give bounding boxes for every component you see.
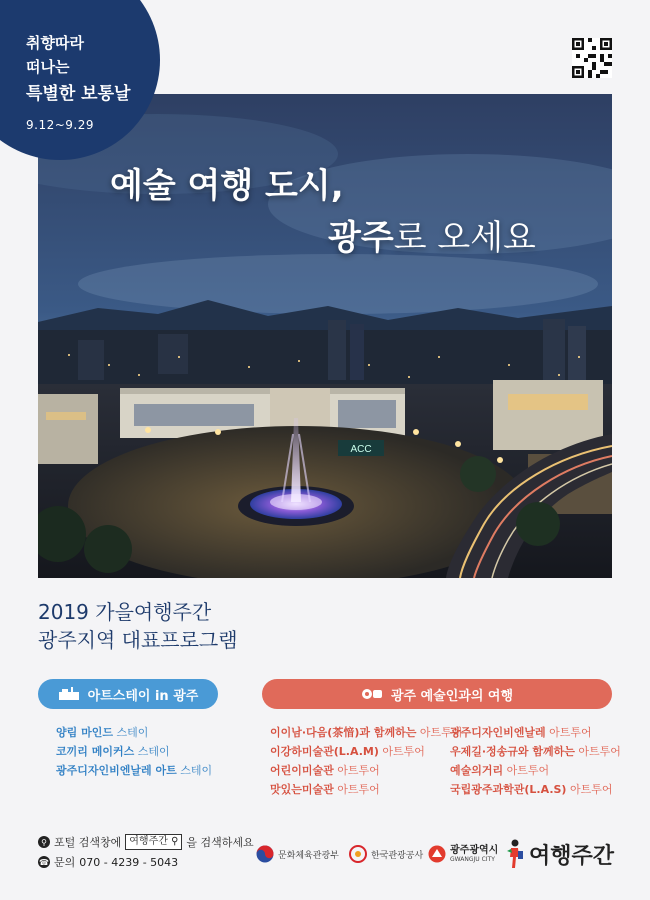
artstay-list [56,724,212,781]
list-item[interactable]: 광주디자인비엔날레 아트투어 [450,726,592,739]
gwangju-emblem-icon [428,845,446,863]
artstay-header [38,679,218,709]
kto-emblem-icon [349,845,367,863]
search-suffix: 을 검색하세요 [186,836,254,849]
list-item[interactable]: 양림 마인드 스테이 [56,726,149,739]
event-dates: 9.12~9.29 [26,118,94,132]
badge-line-2: 떠나는 [26,58,70,76]
list-item[interactable]: 어린이미술관 아트투어 [270,764,380,777]
art-tour-icon [361,687,383,701]
gwangju-logo[interactable]: 광주광역시 GWANGJU CITY [428,836,498,872]
badge-line-3: 특별한 보통날 [26,84,131,104]
subtitle-line-2: 광주지역 대표프로그램 [38,628,238,652]
search-icon: ⚲ [38,836,50,848]
artist-tour-title: 광주 예술인과의 여행 [390,688,514,704]
subtitle-line-1: 2019 가을여행주간 [38,600,212,624]
artstay-title: 아트스테이 in 광주 [87,688,199,704]
traveler-icon [503,839,525,869]
headline-line-1: 예술 여행 도시, [110,166,344,206]
headline-line-2 [328,210,536,259]
artist-tour-list-2 [450,724,621,800]
kto-logo[interactable]: 한국관광공사 [349,836,423,872]
headline-rest: 로 오세요 [393,218,536,258]
search-keyword-box[interactable]: 여행주간 ⚲ [125,834,182,850]
qr-code-icon[interactable] [572,38,612,78]
badge-line-1: 취향따라 [26,34,84,52]
contact-number[interactable]: 070 - 4239 - 5043 [79,855,179,869]
list-item[interactable]: 이이남·다음(茶愔)과 함께하는 아트투어 [270,726,463,739]
phone-icon: ☎ [39,857,49,867]
city-night-photo [38,94,612,578]
artist-tour-list-1 [270,724,462,800]
list-item[interactable]: 우제길·정송규와 함께하는 아트투어 [450,745,621,758]
list-item[interactable]: 광주디자인비엔날레 아트 스테이 [56,764,213,777]
search-hint [38,832,254,852]
taegeuk-icon [256,845,274,863]
list-item[interactable]: 이강하미술관(L.A.M) 아트투어 [270,745,425,758]
search-prefix: 포털 검색창에 [54,836,122,849]
travel-week-logo[interactable]: 여행주간 [503,836,614,872]
list-item[interactable]: 코끼리 메이커스 스테이 [56,745,170,758]
contact-info [38,852,254,872]
list-item[interactable]: 맛있는미술관 아트투어 [270,783,380,796]
list-item[interactable]: 예술의거리 아트투어 [450,764,550,777]
list-item[interactable]: 국립광주과학관(L.A.S) 아트투어 [450,783,613,796]
artist-tour-header [262,679,612,709]
contact-label: 문의 [54,856,76,869]
headline-city: 광주 [328,218,394,258]
mcst-logo[interactable]: 문화체육관광부 [256,836,339,872]
acc-sign: ACC [350,444,372,455]
building-icon [58,687,80,701]
footer-info [38,832,254,872]
